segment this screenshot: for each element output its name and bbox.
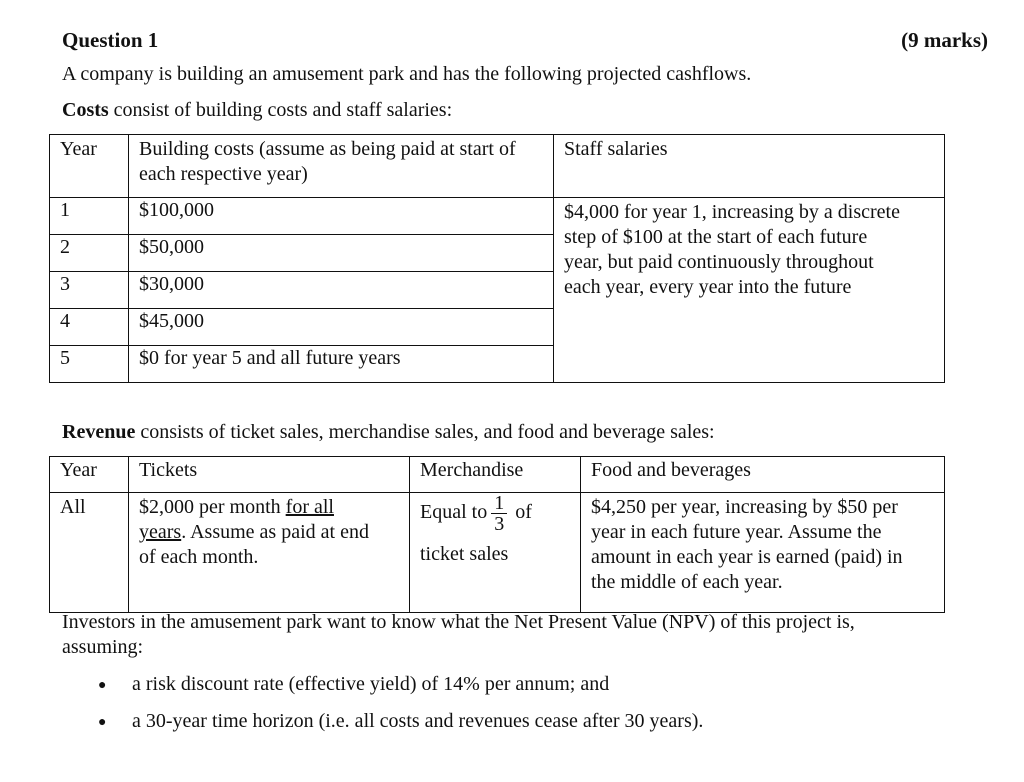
revenue-header-food: Food and beverages <box>581 457 945 493</box>
merch-post: of <box>515 501 532 524</box>
food-line: the middle of each year. <box>591 571 783 593</box>
salaries-line: step of $100 at the start of each future <box>564 226 868 248</box>
costs-row-building: $50,000 <box>129 235 554 272</box>
costs-header-building-line1: Building costs (assume as being paid at start of <box>139 138 516 160</box>
question-title: Question 1 <box>62 28 159 52</box>
costs-header-salaries: Staff salaries <box>554 135 945 198</box>
revenue-row-year: All <box>50 493 129 613</box>
tickets-underline-2: years <box>139 521 182 543</box>
closing-line2: assuming: <box>62 636 144 658</box>
revenue-header-row <box>50 457 945 493</box>
costs-row-building: $45,000 <box>129 309 554 346</box>
costs-row-year: 5 <box>50 346 129 383</box>
salaries-line: $4,000 for year 1, increasing by a discrete <box>564 201 900 223</box>
costs-row <box>50 198 945 235</box>
merch-line2: ticket sales <box>420 543 509 565</box>
costs-header-building-line2: each respective year) <box>139 163 308 185</box>
intro-text: A company is building an amusement park and has the following projected cashflows. <box>62 63 752 85</box>
costs-row-building: $0 for year 5 and all future years <box>129 346 554 383</box>
costs-row-year: 3 <box>50 272 129 309</box>
costs-row-building: $100,000 <box>129 198 554 235</box>
bullet-icon: ● <box>98 678 107 693</box>
question-marks: (9 marks) <box>901 28 988 52</box>
costs-header-row <box>50 135 945 198</box>
costs-lead-bold: Costs <box>62 99 109 121</box>
revenue-header-year: Year <box>50 457 129 493</box>
costs-lead <box>62 99 452 122</box>
revenue-header-merchandise: Merchandise <box>410 457 581 493</box>
revenue-row <box>50 493 945 613</box>
bullet-item: a 30-year time horizon (i.e. all costs and revenues cease after 30 years). <box>132 710 704 732</box>
revenue-tickets-cell <box>129 493 410 613</box>
revenue-header-tickets: Tickets <box>129 457 410 493</box>
costs-table <box>49 134 945 383</box>
revenue-lead-rest: consists of ticket sales, merchandise sales, and food and beverage sales: <box>135 421 715 443</box>
revenue-merchandise-cell <box>410 493 581 613</box>
costs-lead-rest: consist of building costs and staff salaries: <box>108 99 453 121</box>
food-line: amount in each year is earned (paid) in <box>591 546 903 568</box>
tickets-part2: . Assume as paid at end <box>181 521 369 543</box>
closing-text <box>62 610 855 660</box>
closing-line1: Investors in the amusement park want to know what the Net Present Value (NPV) of this project is, <box>62 611 855 633</box>
merch-pre: Equal to <box>420 501 488 524</box>
costs-salaries-cell <box>554 198 945 383</box>
costs-header-building <box>129 135 554 198</box>
revenue-table <box>49 456 945 613</box>
one-third-fraction <box>491 493 507 534</box>
bullet-icon: ● <box>98 715 107 730</box>
revenue-lead <box>62 421 715 444</box>
food-line: $4,250 per year, increasing by $50 per <box>591 496 898 518</box>
costs-row-building: $30,000 <box>129 272 554 309</box>
bullet-item: a risk discount rate (effective yield) of 14% per annum; and <box>132 673 610 695</box>
salaries-line: each year, every year into the future <box>564 276 852 298</box>
revenue-lead-bold: Revenue <box>62 421 136 443</box>
fraction-denominator: 3 <box>494 513 505 535</box>
costs-header-year: Year <box>50 135 129 198</box>
fraction-numerator: 1 <box>491 493 507 514</box>
food-line: year in each future year. Assume the <box>591 521 882 543</box>
costs-row-year: 2 <box>50 235 129 272</box>
tickets-part1: $2,000 per month <box>139 496 286 518</box>
tickets-underline-1: for all <box>285 496 334 518</box>
costs-row-year: 4 <box>50 309 129 346</box>
costs-row-year: 1 <box>50 198 129 235</box>
tickets-line3: of each month. <box>139 546 259 568</box>
revenue-food-cell <box>581 493 945 613</box>
salaries-line: year, but paid continuously throughout <box>564 251 874 273</box>
